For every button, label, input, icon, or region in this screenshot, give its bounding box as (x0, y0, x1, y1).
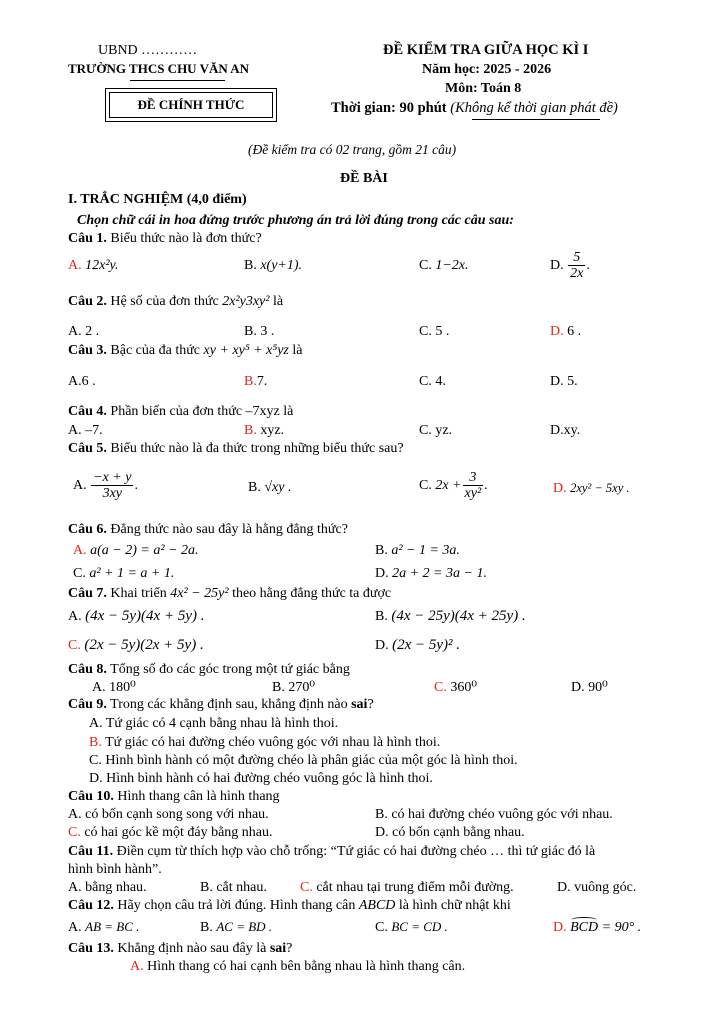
q3-expr: xy + xy⁵ + x⁵yz (203, 343, 289, 358)
q7-a-expr: (4x − 5y)(4x + 5y) . (85, 608, 205, 624)
q6-c-letter: C. (73, 566, 86, 581)
de-bai-heading: ĐỀ BÀI (340, 171, 388, 186)
q5-c-pre: 2x + (435, 478, 462, 494)
q11-text: Điền cụm từ thích hợp vào chỗ trống: “Tứ giác có hai đường chéo … thì tứ giác đó là (116, 844, 596, 859)
q1-c-letter: C. (419, 258, 432, 273)
q5-a-den: 3xy (102, 486, 122, 502)
q12-b-expr: AC = BD . (216, 919, 273, 934)
q5-label: Câu 5. (68, 441, 107, 456)
q10-stem (68, 789, 280, 805)
q9-sai: sai (351, 697, 368, 712)
q5-text: Biểu thức nào là đa thức trong những biểu thức sau? (110, 441, 404, 456)
q6-stem (68, 522, 348, 538)
q12-option-d (553, 920, 641, 936)
q7-option-a (68, 608, 204, 625)
q8-label: Câu 8. (68, 662, 107, 677)
q5-option-a: A. $\frac{-x + y}{3xy}$ . (73, 470, 138, 502)
q12-c-letter: C. (375, 920, 388, 935)
q7-b-letter: B. (375, 609, 388, 624)
q6-d-expr: 2a + 2 = 3a − 1. (392, 566, 487, 581)
q6-b-letter: B. (375, 543, 388, 558)
q12-b-letter: B. (200, 920, 213, 935)
q7-d-expr: (2x − 5y)² . (392, 637, 461, 653)
q2-tail: là (272, 294, 284, 309)
q1-stem (68, 231, 262, 247)
q1-text: Biểu thức nào là đơn thức? (110, 231, 262, 246)
exam-time (331, 100, 618, 117)
q5-b-letter: B. (248, 480, 261, 495)
q11-option-d: D. vuông góc. (557, 880, 637, 895)
q12-d-angle-name: BCD (570, 920, 599, 935)
q11-c-text: cắt nhau tại trung điểm mỗi đường. (316, 880, 514, 895)
q4-option-a: A. –7. (68, 423, 103, 438)
q9-b-letter: B. (89, 735, 102, 750)
q7-a-letter: A. (68, 609, 82, 624)
q11-c-letter: C. (300, 880, 313, 895)
q1-d-fraction (568, 250, 585, 282)
q11-stem (68, 844, 595, 860)
q5-option-c: C. 2x + $\frac{3}{\text{xy²}}$ . (419, 470, 488, 502)
q7-c-expr: (2x − 5y)(2x + 5y) . (84, 637, 204, 653)
q12-option-c (375, 920, 448, 936)
q3-tail: là (292, 343, 303, 358)
q12-option-a (68, 920, 139, 936)
q12-c-expr: BC = CD . (391, 919, 448, 934)
q11-option-c (300, 880, 514, 896)
q6-d-letter: D. (375, 566, 389, 581)
q12-stem (68, 898, 511, 914)
q13-stem (68, 941, 292, 957)
q1-a-letter: A. (68, 258, 82, 273)
q1-a-expr: 12x²y. (85, 258, 119, 273)
q3-label: Câu 3. (68, 343, 107, 358)
q1-c-expr: 1−2x. (435, 258, 469, 273)
q4-option-c: C. yz. (419, 423, 453, 438)
q12-d-angle (570, 920, 598, 936)
q6-option-c (73, 566, 174, 582)
q5-a-num: −x + y (93, 470, 132, 485)
q8-option-a: A. 180⁰ (92, 680, 136, 695)
q9-option-b (89, 735, 440, 751)
section1-title: I. TRẮC NGHIỆM (4,0 điểm) (68, 192, 247, 207)
q3-stem (68, 343, 303, 359)
q1-d-letter: D. (550, 258, 564, 274)
q2-option-a: A. 2 . (68, 324, 100, 339)
q12-tail: là hình chữ nhật khi (398, 898, 511, 913)
q3-option-a: A.6 . (68, 374, 96, 389)
official-stamp-box (105, 88, 277, 122)
q8-text: Tổng số đo các góc trong một tứ giác bằng (110, 662, 350, 677)
angle-hat-icon (571, 917, 597, 923)
q9-b-text: Tứ giác có hai đường chéo vuông góc với nhau là hình thoi. (105, 735, 441, 750)
q10-c-text: có hai góc kề một đáy bằng nhau. (84, 825, 273, 840)
q12-d-post: = 90° . (601, 920, 642, 935)
q1-d-den: 2x (570, 266, 584, 282)
q2-option-d (550, 324, 581, 340)
q1-option-a (68, 258, 118, 274)
school-year: Năm học: 2025 - 2026 (422, 62, 552, 77)
q5-b-expr: √xy . (264, 480, 292, 495)
q4-text: Phần biến của đơn thức –7xyz là (110, 404, 294, 419)
q9-qmark: ? (367, 697, 374, 712)
q1-option-c (419, 258, 469, 274)
q4-label: Câu 4. (68, 404, 107, 419)
q13-label: Câu 13. (68, 941, 114, 956)
q10-c-letter: C. (68, 825, 81, 840)
q2-stem (68, 294, 283, 310)
school-name: TRƯỜNG THCS CHU VĂN AN (68, 61, 250, 76)
time-underline (472, 119, 600, 120)
q3-text: Bậc của đa thức (110, 343, 201, 358)
q8-stem (68, 662, 350, 678)
q5-d-expr: 2xy² − 5xy . (570, 481, 630, 495)
q10-option-d: D. có bốn cạnh bằng nhau. (375, 825, 525, 840)
q2-d-letter: D. (550, 324, 564, 339)
q10-option-a: A. có bốn cạnh song song với nhau. (68, 807, 269, 822)
q7-option-b (375, 608, 526, 625)
q1-option-b (244, 258, 302, 274)
q5-option-d (553, 481, 630, 497)
q3-option-b (244, 374, 267, 390)
q7-tail: theo hằng đẳng thức ta được (232, 586, 392, 601)
q3-b-val: 7. (256, 374, 268, 389)
q4-b-val: xyz. (260, 423, 285, 438)
q6-option-b (375, 543, 460, 559)
q11-stem-cont: hình bình hành”. (68, 862, 162, 877)
q5-c-den: xy² (464, 486, 482, 502)
q6-label: Câu 6. (68, 522, 107, 537)
q5-c-num: 3 (463, 470, 484, 486)
q6-c-expr: a² + 1 = a + 1. (89, 566, 175, 581)
q11-option-b: B. cắt nhau. (200, 880, 267, 895)
q8-option-b: B. 270⁰ (272, 680, 315, 695)
q4-option-b (244, 423, 284, 439)
subject: Môn: Toán 8 (445, 81, 522, 96)
q9-label: Câu 9. (68, 697, 107, 712)
q12-expr: ABCD (358, 898, 396, 913)
q10-text: Hình thang cân là hình thang (117, 789, 280, 804)
q7-option-d (375, 637, 460, 654)
q7-expr: 4x² − 25y² (170, 586, 229, 601)
q13-option-a (130, 959, 465, 975)
q2-text: Hệ số của đơn thức (110, 294, 219, 309)
q1-d-num: 5 (568, 250, 585, 266)
q6-text: Đẳng thức nào sau đây là hằng đẳng thức? (110, 522, 348, 537)
q13-a-letter: A. (130, 959, 144, 974)
q7-option-c (68, 637, 204, 654)
q10-label: Câu 10. (68, 789, 114, 804)
q8-c-letter: C. (434, 680, 447, 695)
q13-qmark: ? (286, 941, 293, 956)
q9-option-a: A. Tứ giác có 4 cạnh bằng nhau là hình thoi. (89, 716, 339, 731)
q7-stem (68, 586, 391, 602)
q3-option-c: C. 4. (419, 374, 446, 389)
q6-a-letter: A. (73, 543, 87, 558)
q5-c-letter: C. (419, 478, 432, 494)
q13-text: Khẳng định nào sau đây là (117, 941, 267, 956)
q2-option-b: B. 3 . (244, 324, 275, 339)
q8-c-val: 360⁰ (450, 680, 477, 695)
q6-b-expr: a² − 1 = 3a. (391, 543, 460, 558)
q1-b-letter: B. (244, 258, 257, 273)
q9-option-c: C. Hình bình hành có một đường chéo là phân giác của một góc là hình thoi. (89, 753, 518, 768)
q4-b-letter: B. (244, 423, 257, 438)
q9-option-d: D. Hình bình hành có hai đường chéo vuông góc là hình thoi. (89, 771, 433, 786)
q10-option-b: B. có hai đường chéo vuông góc với nhau. (375, 807, 613, 822)
q1-option-d: D. $\frac{5}{2x}$ . (550, 250, 590, 282)
q11-label: Câu 11. (68, 844, 114, 859)
q7-b-expr: (4x − 25y)(4x + 25y) . (391, 608, 526, 624)
q6-option-a (73, 543, 199, 559)
q11-option-a: A. bằng nhau. (68, 880, 147, 895)
q12-a-expr: AB = BC . (85, 919, 140, 934)
official-label: ĐỀ CHÍNH THỨC (109, 92, 273, 118)
q10-option-c (68, 825, 273, 841)
q2-d-val: 6 . (567, 324, 582, 339)
q1-label: Câu 1. (68, 231, 107, 246)
q9-stem (68, 697, 374, 713)
q3-b-letter: B. (244, 374, 257, 389)
q12-text: Hãy chọn câu trả lời đúng. Hình thang cân (117, 898, 356, 913)
q12-option-b (200, 920, 272, 936)
q7-c-letter: C. (68, 638, 81, 653)
q4-stem (68, 404, 293, 420)
time-bold: Thời gian: 90 phút (331, 100, 447, 116)
q12-label: Câu 12. (68, 898, 114, 913)
q2-label: Câu 2. (68, 294, 107, 309)
q7-d-letter: D. (375, 638, 389, 653)
q5-stem (68, 441, 404, 457)
time-note: (Không kể thời gian phát đề) (450, 100, 618, 116)
q8-option-c (434, 680, 477, 696)
q4-option-d: D.xy. (550, 423, 581, 438)
q12-a-letter: A. (68, 920, 82, 935)
exam-title: ĐỀ KIỂM TRA GIỮA HỌC KÌ I (383, 42, 589, 58)
q1-b-expr: x(y+1). (260, 258, 303, 273)
q13-a-text: Hình thang có hai cạnh bên bằng nhau là hình thang cân. (147, 959, 466, 974)
ubnd-line: UBND ………… (98, 43, 198, 58)
q3-option-d: D. 5. (550, 374, 578, 389)
q7-label: Câu 7. (68, 586, 107, 601)
q5-c-fraction (463, 470, 484, 502)
q5-d-letter: D. (553, 481, 567, 496)
q9-text: Trong các khẳng định sau, khẳng định nào (110, 697, 348, 712)
q8-option-d: D. 90⁰ (571, 680, 608, 695)
q2-expr: 2x²y3xy² (222, 294, 270, 309)
q13-sai: sai (269, 941, 287, 956)
section1-instruction: Chọn chữ cái in hoa đứng trước phương án trả lời đúng trong các câu sau: (77, 213, 514, 228)
school-underline (130, 80, 225, 81)
q12-d-letter: D. (553, 920, 567, 935)
q6-a-expr: a(a − 2) = a² − 2a. (90, 543, 199, 558)
q7-text: Khai triển (110, 586, 167, 601)
q5-option-b (248, 480, 291, 496)
exam-note: (Đề kiểm tra có 02 trang, gồm 21 câu) (248, 142, 457, 157)
q5-a-fraction (91, 470, 133, 502)
q5-a-letter: A. (73, 478, 87, 494)
q2-option-c: C. 5 . (419, 324, 450, 339)
q6-option-d (375, 566, 487, 582)
